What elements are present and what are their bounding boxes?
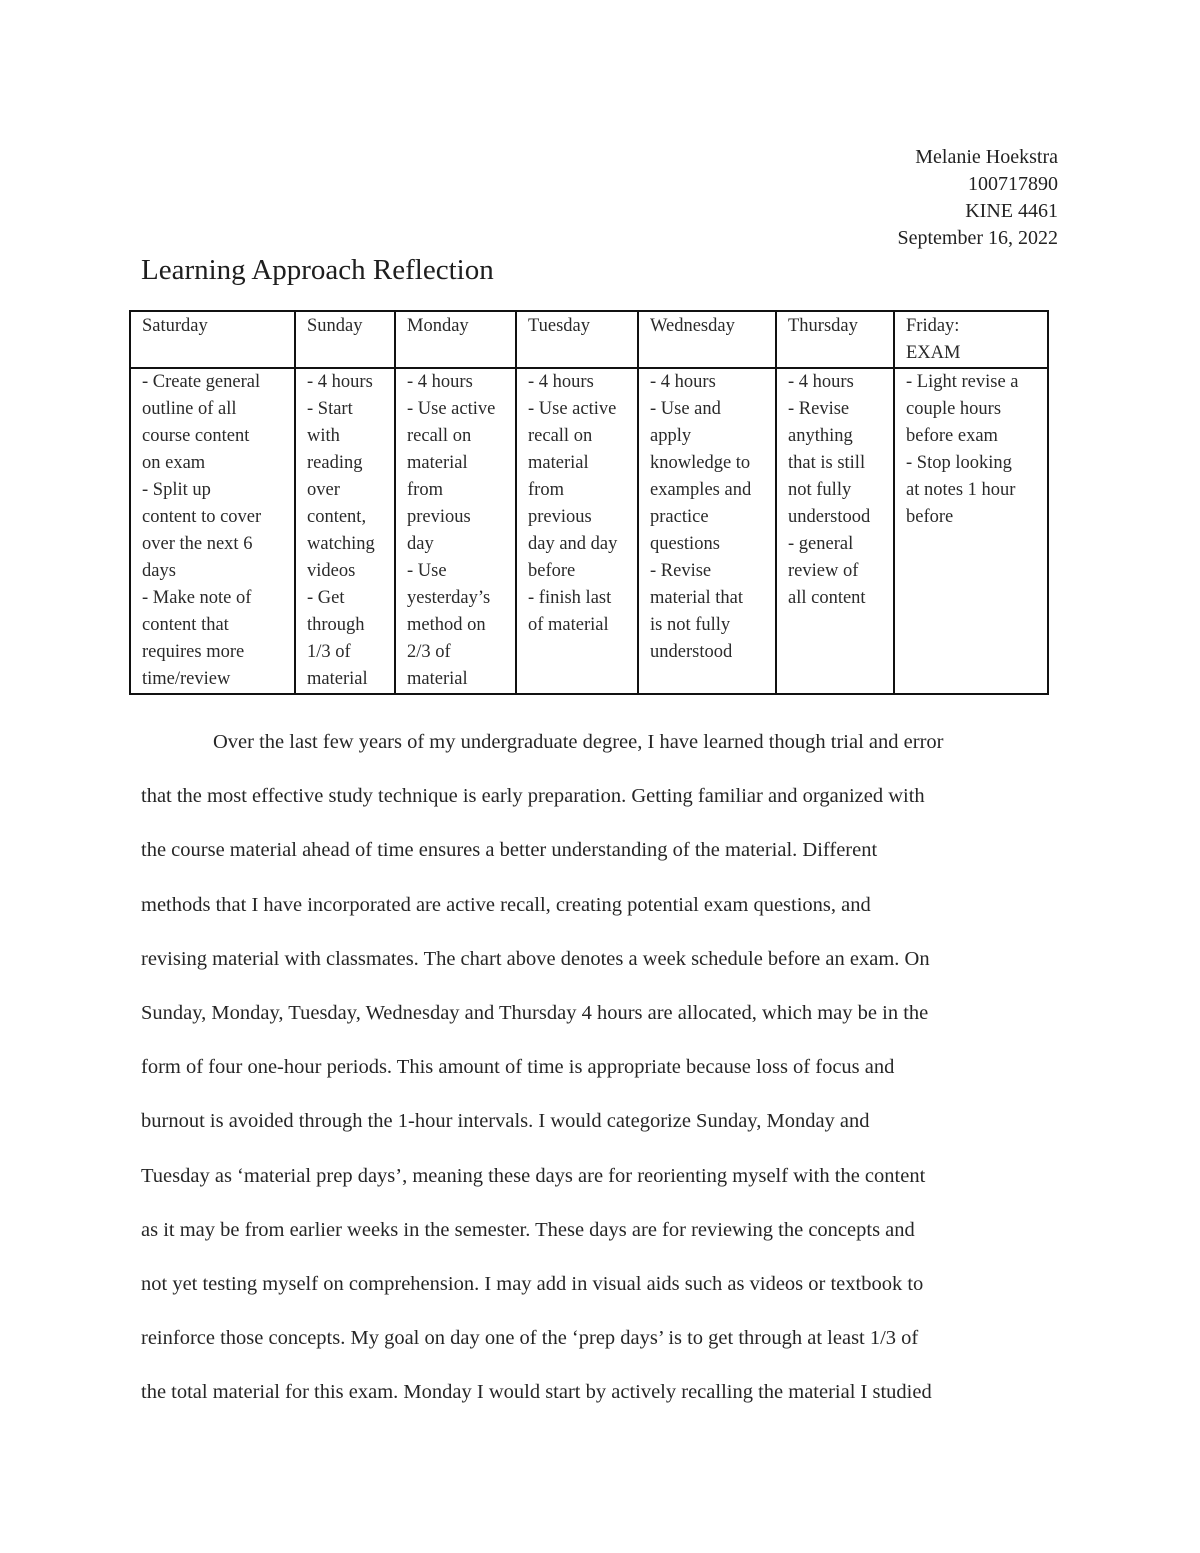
task-line: day bbox=[407, 534, 434, 554]
task-line: before bbox=[906, 507, 954, 527]
schedule-header-row bbox=[130, 311, 1048, 368]
task-line: - Use and bbox=[650, 399, 721, 419]
task-line: method on bbox=[407, 615, 486, 635]
task-line: through bbox=[307, 615, 365, 635]
paragraph-line: as it may be from earlier weeks in the semester. These days are for reviewing the concepts and bbox=[141, 1218, 915, 1241]
task-line: understood bbox=[650, 642, 733, 662]
task-line: practice bbox=[650, 507, 709, 527]
task-line: material that bbox=[650, 588, 743, 608]
task-line: before exam bbox=[906, 426, 998, 446]
task-line: - Start bbox=[307, 399, 353, 419]
tasks-sunday bbox=[295, 368, 395, 694]
task-line: - finish last bbox=[528, 588, 612, 608]
task-line: 1/3 of bbox=[307, 642, 351, 662]
paragraph-line: the course material ahead of time ensures a better understanding of the material. Different bbox=[141, 839, 878, 862]
paragraph-line: burnout is avoided through the 1-hour intervals. I would categorize Sunday, Monday and bbox=[141, 1110, 870, 1133]
task-line: 2/3 of bbox=[407, 642, 451, 662]
task-line: recall on bbox=[407, 426, 472, 446]
task-line: from bbox=[528, 480, 564, 500]
task-line: previous bbox=[407, 507, 471, 527]
day-header-thursday: Thursday bbox=[776, 311, 894, 368]
paragraph-line: Tuesday as ‘material prep days’, meaning these days are for reorienting myself with the content bbox=[141, 1164, 926, 1187]
tasks-friday bbox=[894, 368, 1048, 694]
task-line: is not fully bbox=[650, 615, 731, 635]
task-line: outline of all bbox=[142, 399, 237, 419]
task-line: course content bbox=[142, 426, 250, 446]
student-id: 100717890 bbox=[968, 173, 1058, 195]
paragraph-line: revising material with classmates. The chart above denotes a week schedule before an exam. On bbox=[141, 947, 930, 970]
task-line: material bbox=[528, 453, 589, 473]
task-line: - Use active bbox=[528, 399, 617, 419]
day-header-monday: Monday bbox=[395, 311, 516, 368]
task-line: from bbox=[407, 480, 443, 500]
tasks-saturday bbox=[130, 368, 295, 694]
day-header-wednesday: Wednesday bbox=[638, 311, 776, 368]
task-line: recall on bbox=[528, 426, 593, 446]
task-line: apply bbox=[650, 426, 692, 446]
task-line: videos bbox=[307, 561, 356, 581]
paragraph-line: not yet testing myself on comprehension. I may add in visual aids such as videos or textbook to bbox=[141, 1273, 924, 1296]
task-line: - Revise bbox=[650, 561, 712, 581]
task-line: with bbox=[307, 426, 340, 446]
paragraph-line: Sunday, Monday, Tuesday, Wednesday and Thursday 4 hours are allocated, which may be in the bbox=[141, 1002, 929, 1025]
task-line: material bbox=[407, 453, 468, 473]
paragraph-line: form of four one-hour periods. This amount of time is appropriate because loss of focus and bbox=[141, 1056, 895, 1079]
author-header bbox=[897, 144, 1058, 252]
paragraph-line: that the most effective study technique is early preparation. Getting familiar and organized with bbox=[141, 785, 925, 808]
task-line: - 4 hours bbox=[788, 372, 854, 392]
task-line: - general bbox=[788, 534, 854, 554]
day-header-tuesday: Tuesday bbox=[516, 311, 638, 368]
task-line: - Split up bbox=[142, 480, 211, 500]
day-header-sunday: Sunday bbox=[295, 311, 395, 368]
task-line: material bbox=[307, 669, 368, 689]
task-line: - Get bbox=[307, 588, 345, 608]
tasks-wednesday bbox=[638, 368, 776, 694]
task-line: questions bbox=[650, 534, 720, 554]
task-line: content to cover bbox=[142, 507, 262, 527]
task-line: before bbox=[528, 561, 576, 581]
tasks-monday bbox=[395, 368, 516, 694]
task-line: time/review bbox=[142, 669, 231, 689]
paragraph-line: methods that I have incorporated are active recall, creating potential exam questions, and bbox=[141, 893, 871, 916]
task-line: days bbox=[142, 561, 176, 581]
task-line: at notes 1 hour bbox=[906, 480, 1016, 500]
task-line: that is still bbox=[788, 453, 866, 473]
task-line: - Use active bbox=[407, 399, 496, 419]
task-line: - Create general bbox=[142, 372, 261, 392]
day-header-saturday: Saturday bbox=[130, 311, 295, 368]
task-line: - Use bbox=[407, 561, 447, 581]
task-line: watching bbox=[307, 534, 375, 554]
task-line: - 4 hours bbox=[407, 372, 473, 392]
task-line: all content bbox=[788, 588, 866, 608]
task-line: previous bbox=[528, 507, 592, 527]
task-line: not fully bbox=[788, 480, 852, 500]
tasks-tuesday bbox=[516, 368, 638, 694]
task-line: knowledge to bbox=[650, 453, 751, 473]
document-title: Learning Approach Reflection bbox=[141, 254, 494, 286]
submission-date: September 16, 2022 bbox=[897, 227, 1058, 249]
paragraph-line: the total material for this exam. Monday I would start by actively recalling the material I studied bbox=[141, 1381, 932, 1404]
study-schedule-table bbox=[129, 310, 1049, 695]
task-line: - 4 hours bbox=[528, 372, 594, 392]
task-line: - Make note of bbox=[142, 588, 252, 608]
task-line: yesterday’s bbox=[407, 588, 491, 608]
task-line: material bbox=[407, 669, 468, 689]
task-line: content, bbox=[307, 507, 367, 527]
task-line: day and day bbox=[528, 534, 618, 554]
task-line: reading bbox=[307, 453, 363, 473]
task-line: - Stop looking bbox=[906, 453, 1012, 473]
task-line: anything bbox=[788, 426, 853, 446]
author-name: Melanie Hoekstra bbox=[915, 146, 1058, 168]
day-header-friday: Friday: EXAM bbox=[894, 311, 1048, 368]
schedule-tasks-row bbox=[130, 368, 1048, 694]
reflection-paragraph bbox=[141, 715, 1056, 1420]
course-code: KINE 4461 bbox=[965, 200, 1058, 222]
paragraph-line: reinforce those concepts. My goal on day one of the ‘prep days’ is to get through at least 1/3 of bbox=[141, 1327, 919, 1350]
task-line: - Revise bbox=[788, 399, 850, 419]
task-line: review of bbox=[788, 561, 859, 581]
task-line: couple hours bbox=[906, 399, 1002, 419]
task-line: over bbox=[307, 480, 340, 500]
paragraph-line: Over the last few years of my undergraduate degree, I have learned though trial and error bbox=[213, 731, 944, 753]
tasks-thursday bbox=[776, 368, 894, 694]
task-line: over the next 6 bbox=[142, 534, 253, 554]
task-line: requires more bbox=[142, 642, 245, 662]
task-line: - Light revise a bbox=[906, 372, 1019, 392]
task-line: examples and bbox=[650, 480, 752, 500]
task-line: content that bbox=[142, 615, 229, 635]
task-line: - 4 hours bbox=[307, 372, 373, 392]
task-line: of material bbox=[528, 615, 609, 635]
task-line: - 4 hours bbox=[650, 372, 716, 392]
task-line: understood bbox=[788, 507, 871, 527]
task-line: on exam bbox=[142, 453, 206, 473]
